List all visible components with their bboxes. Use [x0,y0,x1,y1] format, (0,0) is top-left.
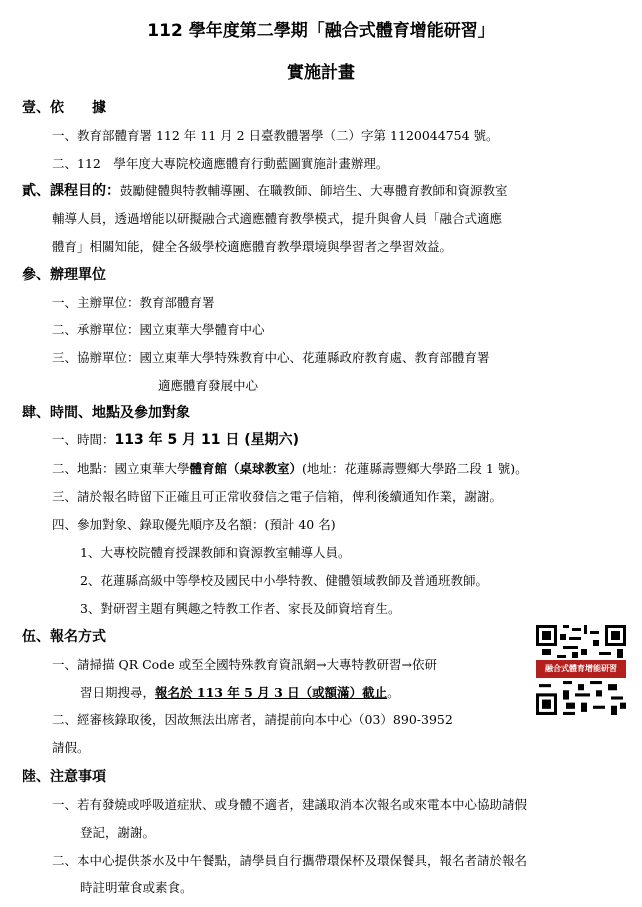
registration-search-text: 習日期搜尋， [80,685,156,700]
participants-heading: 四、參加對象、錄取優先順序及名額：(預計 40 名) [52,517,336,532]
event-place [52,463,528,476]
organizer-co-host-cont: 適應體育發展中心 [158,378,259,393]
event-time-value: 113 年 5 月 11 日 (星期六) [114,432,300,448]
section-registration-heading: 伍、報名方式 [22,629,106,645]
organizer-co-host: 三、協辦單位：國立東華大學特殊教育中心、花蓮縣政府教育處、教育部體育署 [52,350,490,365]
registration-deadline: 報名於 113 年 5 月 3 日（或額滿）截止 [155,685,388,700]
event-time-label: 一、時間： [52,432,115,447]
registration-qr-code[interactable] [536,625,626,715]
basis-item-2: 二、112 學年度大專院校適應體育行動藍圖實施計畫辦理。 [52,156,389,171]
note-health: 一、若有發燒或呼吸道症狀、或身體不適者，建議取消本次報名或來電本中心協助請假 [52,797,528,812]
registration-step-1: 一、請掃描 QR Code 或至全國特殊教育資訊網→大專特教研習→依研 [52,657,438,672]
purpose-text-1: 鼓勵健體與特教輔導團、在職教師、師培生、大專體育教師和資源教室 [120,183,508,198]
section-purpose-heading: 貳、課程目的： [22,183,120,199]
event-place-venue: 體育館（桌球教室） [189,461,303,476]
event-place-address: (地址：花蓮縣壽豐鄉大學路二段 1 號)。 [302,461,528,476]
qr-code-label: 融合式體育增能研習 [536,660,626,678]
section-basis-heading: 壹、依 據 [22,100,106,116]
cancellation-notice-cont: 請假。 [52,740,90,755]
registration-deadline-end: 。 [387,685,400,700]
cancellation-notice: 二、經審核錄取後，因故無法出席者，請提前向本中心（03）890-3952 [52,712,453,727]
organizer-contractor: 二、承辦單位：國立東華大學體育中心 [52,322,265,337]
organizer-host: 一、主辦單位：教育部體育署 [52,295,215,310]
qr-code-bottom-icon [536,681,626,715]
basis-item-1: 一、教育部體育署 112 年 11 月 2 日臺教體署學（二）字第 1120044754 號。 [52,128,499,143]
participant-priority-1: 1、大專校院體育授課教師和資源教室輔導人員。 [80,545,351,560]
participant-priority-3: 3、對研習主題有興趣之特教工作者、家長及師資培育生。 [80,601,401,616]
email-notice: 三、請於報名時留下正確且可正常收發信之電子信箱，俾利後續通知作業，謝謝。 [52,489,503,504]
document-subtitle: 實施計畫 [287,63,355,83]
note-meals-cont: 時註明葷食或素食。 [80,880,193,895]
registration-deadline-line [80,687,400,700]
participant-priority-2: 2、花蓮縣高級中等學校及國民中小學特教、健體領域教師及普通班教師。 [80,573,488,588]
section-organizers-heading: 參、辦理單位 [22,267,106,283]
event-time [52,433,299,447]
section-time-place-heading: 肆、時間、地點及參加對象 [22,405,190,421]
document-title: 112 學年度第二學期「融合式體育增能研習」 [147,21,495,41]
event-place-label: 二、地點：國立東華大學 [52,461,190,476]
purpose-text-3: 體育」相關知能，健全各級學校適應體育教學環境與學習者之學習效益。 [52,239,453,254]
note-meals: 二、本中心提供茶水及中午餐點，請學員自行攜帶環保杯及環保餐具，報名者請於報名 [52,853,528,868]
purpose-text-2: 輔導人員，透過增能以研擬融合式適應體育教學模式，提升與會人員「融合式適應 [52,211,503,226]
section-notes-heading: 陸、注意事項 [22,769,106,785]
section-purpose [22,184,508,198]
qr-code-top-icon [536,625,626,658]
note-health-cont: 登記，謝謝。 [80,825,156,840]
